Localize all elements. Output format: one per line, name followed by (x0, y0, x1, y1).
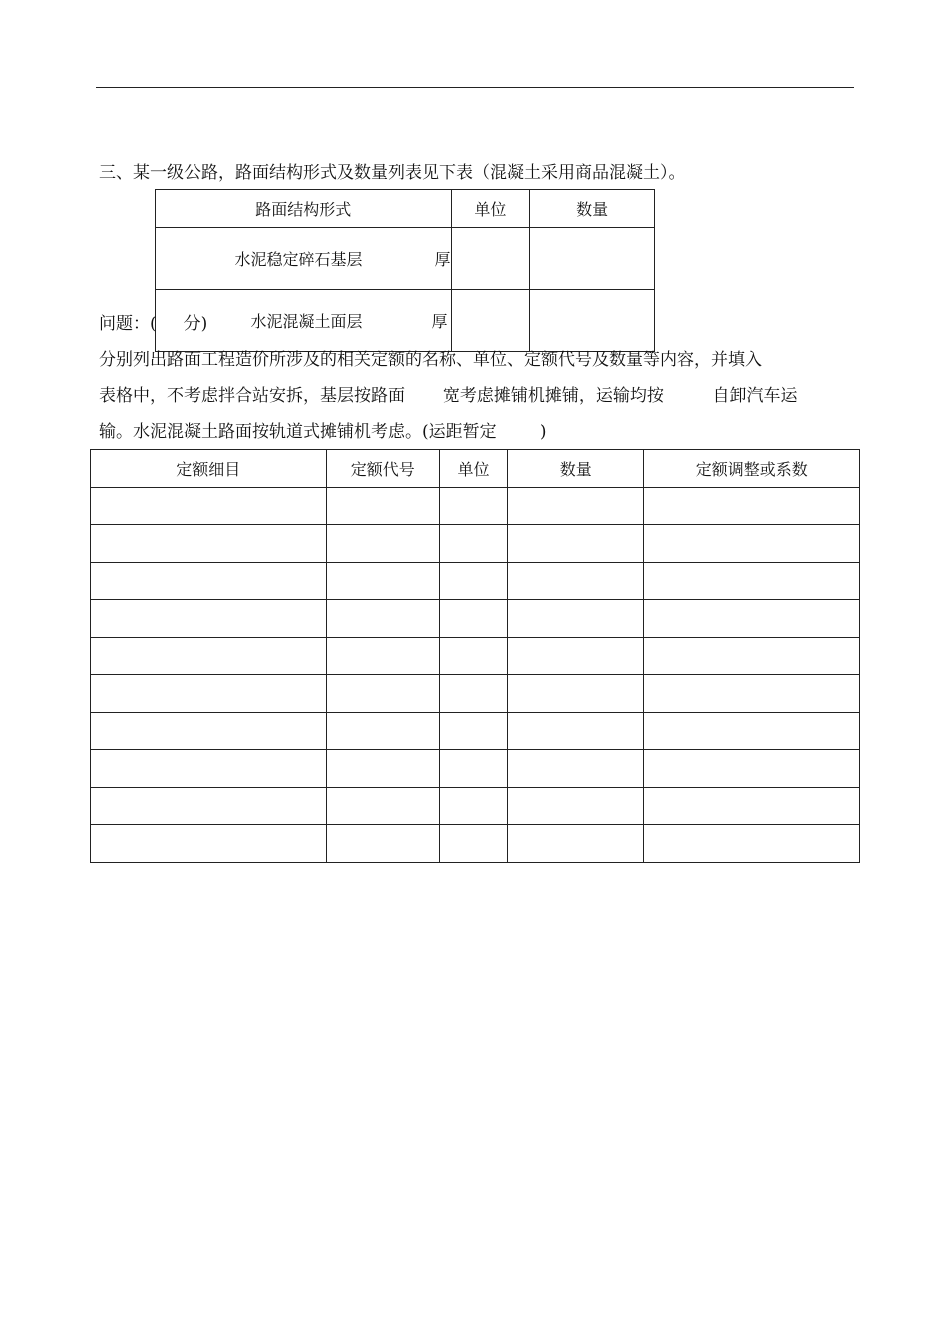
quota-item-cell[interactable] (91, 825, 327, 863)
adjustment-cell[interactable] (644, 562, 860, 600)
quota-code-cell[interactable] (326, 825, 439, 863)
header-cell: 单位 (451, 190, 530, 228)
quantity-cell[interactable] (508, 487, 644, 525)
structure-thickness: 厚 (434, 250, 451, 269)
intro-text: 三、某一级公路，路面结构形式及数量列表见下表（混凝土采用商品混凝土）。 (99, 163, 686, 183)
table-row (91, 562, 860, 600)
header-cell: 单位 (439, 450, 507, 488)
quota-item-cell[interactable] (91, 525, 327, 563)
quantity-cell[interactable] (530, 290, 655, 352)
adjustment-cell[interactable] (644, 675, 860, 713)
unit-cell[interactable] (439, 825, 507, 863)
unit-cell[interactable] (439, 487, 507, 525)
adjustment-cell[interactable] (644, 525, 860, 563)
structure-name-cell (156, 228, 452, 290)
quantity-cell[interactable] (508, 750, 644, 788)
paragraph-line: 分别列出路面工程造价所涉及的相关定额的名称、单位、定额代号及数量等内容，并填入 (99, 350, 762, 370)
quota-item-cell[interactable] (91, 712, 327, 750)
header-cell: 定额代号 (326, 450, 439, 488)
header-cell: 定额调整或系数 (644, 450, 860, 488)
unit-cell[interactable] (439, 750, 507, 788)
table-row (91, 487, 860, 525)
unit-cell[interactable] (451, 290, 530, 352)
structure-name: 水泥混凝土面层 (250, 312, 363, 331)
quota-code-cell[interactable] (326, 637, 439, 675)
table-header-row (156, 190, 655, 228)
unit-cell[interactable] (439, 675, 507, 713)
unit-cell[interactable] (439, 562, 507, 600)
table-row (91, 525, 860, 563)
unit-cell[interactable] (439, 712, 507, 750)
adjustment-cell[interactable] (644, 487, 860, 525)
quota-item-cell[interactable] (91, 562, 327, 600)
quantity-cell[interactable] (508, 600, 644, 638)
quota-item-cell[interactable] (91, 637, 327, 675)
quantity-cell[interactable] (508, 787, 644, 825)
header-cell: 定额细目 (91, 450, 327, 488)
table-header-row (91, 450, 860, 488)
header-cell: 数量 (530, 190, 655, 228)
quantity-cell[interactable] (508, 675, 644, 713)
quota-item-cell[interactable] (91, 600, 327, 638)
quota-code-cell[interactable] (326, 712, 439, 750)
structure-table (155, 189, 655, 352)
table-row (91, 750, 860, 788)
adjustment-cell[interactable] (644, 750, 860, 788)
structure-name: 水泥稳定碎石基层 (234, 250, 363, 269)
quota-item-cell[interactable] (91, 675, 327, 713)
unit-cell[interactable] (451, 228, 530, 290)
question-label: 问题：( 分) (99, 314, 208, 334)
header-rule (96, 87, 854, 88)
paragraph-line: 输。水泥混凝土路面按轨道式摊铺机考虑。(运距暂定 ) (99, 422, 547, 442)
adjustment-cell[interactable] (644, 825, 860, 863)
unit-cell[interactable] (439, 787, 507, 825)
quota-code-cell[interactable] (326, 562, 439, 600)
quota-item-cell[interactable] (91, 787, 327, 825)
unit-cell[interactable] (439, 600, 507, 638)
quota-item-cell[interactable] (91, 750, 327, 788)
header-cell: 路面结构形式 (156, 190, 452, 228)
quota-code-cell[interactable] (326, 525, 439, 563)
quota-code-cell[interactable] (326, 675, 439, 713)
quantity-cell[interactable] (508, 525, 644, 563)
adjustment-cell[interactable] (644, 787, 860, 825)
adjustment-cell[interactable] (644, 637, 860, 675)
quota-item-cell[interactable] (91, 487, 327, 525)
adjustment-cell[interactable] (644, 600, 860, 638)
adjustment-cell[interactable] (644, 712, 860, 750)
quota-table-body (91, 487, 860, 862)
quota-code-cell[interactable] (326, 787, 439, 825)
quantity-cell[interactable] (508, 712, 644, 750)
quota-code-cell[interactable] (326, 600, 439, 638)
table-row (91, 675, 860, 713)
quantity-cell[interactable] (530, 228, 655, 290)
paragraph-line: 表格中，不考虑拌合站安拆，基层按路面 宽考虑摊铺机摊铺，运输均按 自卸汽车运 (99, 386, 798, 406)
quota-code-cell[interactable] (326, 487, 439, 525)
quantity-cell[interactable] (508, 562, 644, 600)
table-row (91, 600, 860, 638)
unit-cell[interactable] (439, 525, 507, 563)
table-row (156, 290, 655, 352)
quantity-cell[interactable] (508, 637, 644, 675)
table-row (91, 637, 860, 675)
structure-thickness: 厚 (431, 312, 448, 331)
table-row (91, 787, 860, 825)
table-row (91, 712, 860, 750)
table-row (91, 825, 860, 863)
quota-table (90, 449, 860, 863)
unit-cell[interactable] (439, 637, 507, 675)
quota-code-cell[interactable] (326, 750, 439, 788)
quantity-cell[interactable] (508, 825, 644, 863)
table-row (156, 228, 655, 290)
header-cell: 数量 (508, 450, 644, 488)
